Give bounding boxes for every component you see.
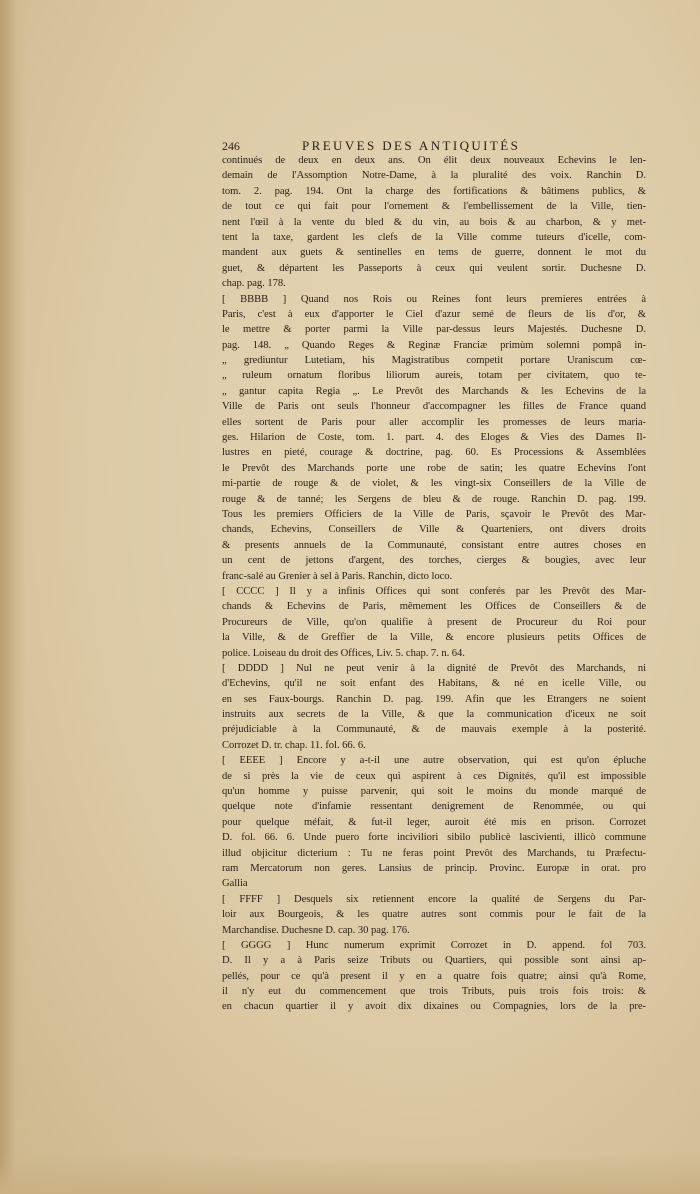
text-line: mi-partie de rouge & de violet, & les vingt-six Conseillers de la Ville de — [222, 478, 646, 490]
text-line: qu'un homme y puisse parvenir, qui soit le moins du monde marqué de — [222, 786, 646, 798]
text-line: chands & Echevins de Paris, mêmement les Offices de Conseillers & de — [222, 601, 646, 613]
text-line: ram Mercatorum non geres. Lansius de princip. Provinc. Europæ in orat. pro — [222, 862, 646, 874]
text-line: préjudiciable à la Communauté, & de mauvais exemple à la posterité. — [222, 724, 646, 736]
text-line: nent l'œil à la vente du bled & du vin, au bois & au charbon, & y met- — [222, 216, 646, 228]
running-head: PREUVES DES ANTIQUITÉS — [302, 138, 521, 153]
text-line: il n'y eut du commencement que trois Tributs, puis trois fois trois: & — [222, 986, 646, 998]
text-line: tom. 2. pag. 194. Ont la charge des fortifications & bâtimens publics, & — [222, 185, 646, 197]
text-line: lustres en pieté, courage & doctrine, pag. 60. Es Processions & Assemblées — [222, 447, 646, 459]
text-line: Gallia — [222, 878, 248, 890]
text-line: en ses Faux-bourgs. Ranchin D. pag. 199. Afin que les Etrangers ne soient — [222, 693, 646, 705]
text-line: illud objicitur dicterium : Tu ne feras point Prevôt des Marchands, tu Præfectu- — [222, 847, 646, 859]
text-line: pour quelque méfait, & fut-il leger, auroit été mis en prison. Corrozet — [222, 816, 646, 828]
text-line: chands, Echevins, Conseillers de Ville & Quarteniers, ont divers droits — [222, 524, 646, 536]
page-number: 246 — [222, 139, 240, 153]
text-line: „ gantur capita Regia „. Le Prevôt des Marchands & les Echevins de la — [222, 385, 646, 397]
text-line: „ grediuntur Lutetiam, his Magistratibus competit portare Uranisсum cœ- — [222, 355, 646, 367]
text-line: Procureurs de Ville, qu'on qualifie à present de Procureur du Roi pour — [222, 616, 646, 628]
text-line: rouge & de tanné; les Sergens de bleu & de rouge. Ranchin D. pag. 199. — [222, 493, 646, 505]
text-line: „ ruleum ornatum floribus liliorum aureis, totam per civitatem, quo te- — [222, 370, 646, 382]
text-line: D. Il y a à Paris seize Tributs ou Quartiers, qui possible sont ainsi ap- — [222, 955, 646, 967]
text-lines — [222, 153, 646, 1015]
text-line: d'Echevins, qu'il ne soit enfant des Habitans, & né en icelle Ville, ou — [222, 678, 646, 690]
text-line: le Prevôt des Marchands porte une robe de satin; les quatre Echevins l'ont — [222, 462, 646, 474]
text-line: Marchandise. Duchesne D. cap. 30 pag. 176. — [222, 924, 410, 936]
text-line: Paris, c'est à eux d'apporter le Ciel d'azur semé de fleurs de lis d'or, & — [222, 308, 646, 320]
page-text-block — [222, 138, 646, 1015]
text-line: Corrozet D. tr. chap. 11. fol. 66. 6. — [222, 739, 366, 751]
text-line: la Ville, & de Greffier de la Ville, & encore plusieurs petits Offices de — [222, 632, 646, 644]
text-line: continués de deux en deux ans. On élit deux nouveaux Echevins le len- — [222, 155, 646, 166]
page-binding-shadow — [0, 0, 26, 1194]
text-line: [ GGGG ] Hunc numerum exprimit Corrozet in D. append. fol 703. — [222, 939, 646, 951]
text-line: un cent de jettons d'argent, des torches, cierges & bougies, avec leur — [222, 555, 646, 567]
text-line: le mettre & porter parmi la Ville par-dessus leurs Majestés. Duchesne D. — [222, 324, 646, 336]
text-line: pag. 148. „ Quando Reges & Reginæ Franciæ primùm solemni pompâ in- — [222, 339, 646, 351]
text-line: pellés, pour ce qu'à present il y en a quatre fois quatre; ainsi qu'à Rome, — [222, 970, 646, 982]
text-line: demain de l'Assomption Notre-Dame, à la pluralité des voix. Ranchin D. — [222, 170, 646, 182]
text-line: de tout ce qui fait pour l'ornement & l'embellissement de la Ville, tien- — [222, 201, 646, 213]
text-line: elles sortent de Paris pour aller accomplir les promesses de leurs maria- — [222, 416, 646, 428]
text-line: tent la taxe, gardent les clefs de la Ville comme tuteurs d'icelle, com- — [222, 231, 646, 243]
text-line: de si près la vie de ceux qui aspirent à ces Dignités, qu'il est impossible — [222, 770, 646, 782]
text-line: chap. pag. 178. — [222, 278, 286, 290]
text-line: [ FFFF ] Desquels six retiennent encore la qualité de Sergens du Par- — [222, 893, 646, 905]
page-bottom-shadow — [0, 1154, 700, 1194]
text-line: ges. Hilarion de Coste, tom. 1. part. 4. des Eloges & Vies des Dames Il- — [222, 432, 646, 444]
text-line: & presents annuels de la Communauté, consistant entre autres choses en — [222, 539, 646, 551]
text-line: en chacun quartier il y avoit dix dixaines ou Compagnies, lors de la pre- — [222, 1001, 646, 1013]
text-line: franc-salé au Grenier à sel à Paris. Ranchin, dicto loco. — [222, 570, 453, 582]
text-line: loir aux Bourgeois, & les quatre autres sont commis pour le fait de la — [222, 909, 646, 921]
text-line: instruits aux secrets de la Ville, & que la communication d'iceux ne soit — [222, 709, 646, 721]
text-line: mandent aux guets & sentinelles en tems de guerre, donnent le mot du — [222, 247, 646, 259]
text-line: guet, & départent les Passeports à ceux qui veulent sortir. Duchesne D. — [222, 262, 646, 274]
text-line: police. Loiseau du droit des Offices, Liv. 5. chap. 7. n. 64. — [222, 647, 465, 659]
text-line: Tous les premiers Officiers de la Ville de Paris, sçavoir le Prevôt des Mar- — [222, 508, 646, 520]
page-header — [222, 138, 646, 152]
text-line: [ DDDD ] Nul ne peut venir à la dignité de Prevôt des Marchands, ni — [222, 662, 646, 674]
text-line: [ EEEE ] Encore y a-t-il une autre observation, qui est qu'on épluche — [222, 755, 646, 767]
text-line: Ville de Paris ont seuls l'honneur d'accompagner les filles de France quand — [222, 401, 646, 413]
text-line: D. fol. 66. 6. Unde puero forte inciviliori sibilo publicè lascivienti, illicò commune — [222, 832, 646, 844]
text-line: quelque note d'infamie ressentant denigrement de Renommée, ou qui — [222, 801, 646, 813]
text-line: [ CCCC ] Il y a infinis Offices qui sont conferés par les Prevôt des Mar- — [222, 585, 646, 597]
text-line: [ BBBB ] Quand nos Rois ou Reines font leurs premieres entrées à — [222, 293, 646, 305]
